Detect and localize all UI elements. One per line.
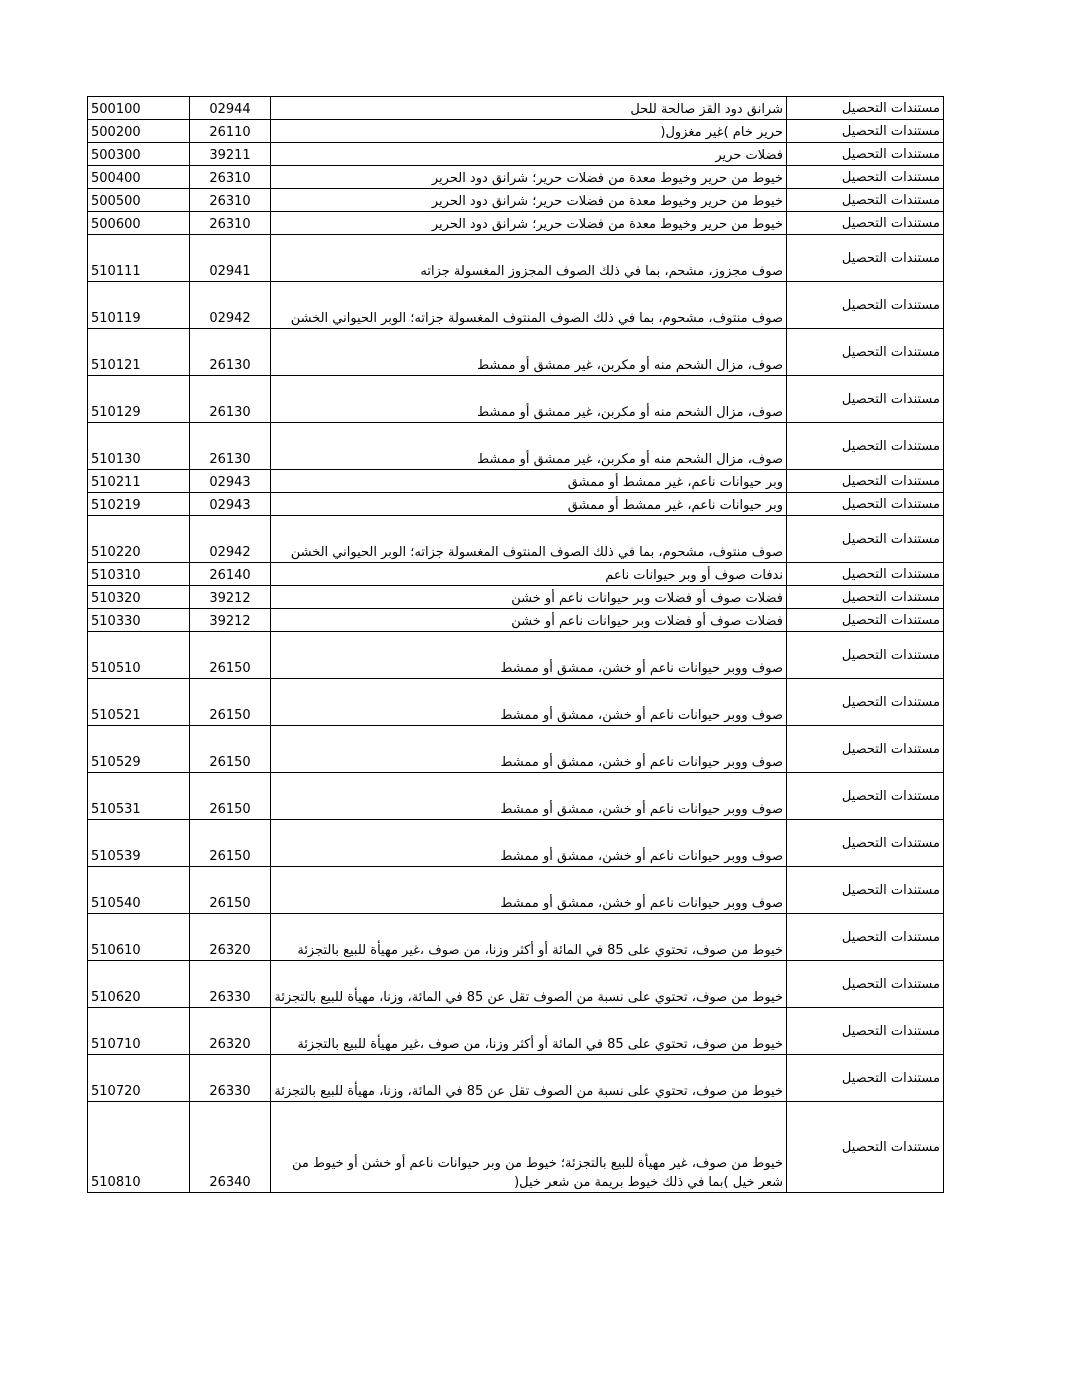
category-cell: مستندات التحصيل [787,679,944,726]
category-cell: مستندات التحصيل [787,820,944,867]
table-row [88,773,944,820]
classification-code-cell: 02944 [190,97,271,120]
description-cell: خيوط من حرير وخيوط معدة من فضلات حرير؛ شرانق دود الحرير [271,212,787,235]
hs-code-cell: 510521 [88,679,190,726]
classification-code-cell: 26150 [190,867,271,914]
category-cell: مستندات التحصيل [787,1008,944,1055]
hs-code-cell: 510211 [88,470,190,493]
description-cell: وبر حيوانات ناعم، غير ممشط أو ممشق [271,493,787,516]
table-row [88,212,944,235]
hs-code-cell: 510720 [88,1055,190,1102]
table-row [88,120,944,143]
classification-code-cell: 26310 [190,189,271,212]
description-cell: خيوط من صوف، تحتوي على 85 في المائة أو أكثر وزنا، من صوف ،غير مهيأة للبيع بالتجزئة [271,1008,787,1055]
description-cell: صوف، مزال الشحم منه أو مكربن، غير ممشق أو ممشط [271,376,787,423]
description-cell: صوف ووبر حيوانات ناعم أو خشن، ممشق أو ممشط [271,867,787,914]
classification-code-cell: 26320 [190,1008,271,1055]
description-cell: وبر حيوانات ناعم، غير ممشط أو ممشق [271,470,787,493]
hs-code-cell: 500400 [88,166,190,189]
hs-code-cell: 500500 [88,189,190,212]
category-cell: مستندات التحصيل [787,726,944,773]
classification-code-cell: 26320 [190,914,271,961]
table-row [88,282,944,329]
category-cell: مستندات التحصيل [787,563,944,586]
table-row [88,609,944,632]
classification-code-cell: 26310 [190,212,271,235]
hs-code-cell: 510330 [88,609,190,632]
hs-code-cell: 510320 [88,586,190,609]
classification-code-cell: 02942 [190,282,271,329]
classification-code-cell: 26130 [190,329,271,376]
table-row [88,166,944,189]
category-cell: مستندات التحصيل [787,470,944,493]
table-row [88,867,944,914]
hs-code-cell: 510540 [88,867,190,914]
classification-code-cell: 26330 [190,1055,271,1102]
hs-code-cell: 510220 [88,516,190,563]
classification-code-cell: 26110 [190,120,271,143]
description-cell: صوف، مزال الشحم منه أو مكربن، غير ممشق أو ممشط [271,423,787,470]
classification-code-cell: 26130 [190,376,271,423]
hs-code-cell: 510810 [88,1102,190,1193]
description-cell: خيوط من صوف، تحتوي على 85 في المائة أو أكثر وزنا، من صوف ،غير مهيأة للبيع بالتجزئة [271,914,787,961]
hs-code-cell: 500200 [88,120,190,143]
table-row [88,143,944,166]
table-row [88,1102,944,1193]
table-row [88,423,944,470]
description-cell: خيوط من حرير وخيوط معدة من فضلات حرير؛ شرانق دود الحرير [271,189,787,212]
category-cell: مستندات التحصيل [787,189,944,212]
hs-code-cell: 510610 [88,914,190,961]
category-cell: مستندات التحصيل [787,282,944,329]
hs-code-cell: 510531 [88,773,190,820]
table-row [88,376,944,423]
classification-code-cell: 02942 [190,516,271,563]
classification-code-cell: 26130 [190,423,271,470]
category-cell: مستندات التحصيل [787,97,944,120]
category-cell: مستندات التحصيل [787,376,944,423]
table-row [88,516,944,563]
description-cell: خيوط من حرير وخيوط معدة من فضلات حرير؛ شرانق دود الحرير [271,166,787,189]
description-cell: فضلات صوف أو فضلات وبر حيوانات ناعم أو خشن [271,609,787,632]
table-row [88,563,944,586]
category-cell: مستندات التحصيل [787,961,944,1008]
description-cell: صوف ووبر حيوانات ناعم أو خشن، ممشق أو ممشط [271,726,787,773]
hs-code-cell: 500300 [88,143,190,166]
classification-code-cell: 26140 [190,563,271,586]
description-cell: صوف ووبر حيوانات ناعم أو خشن، ممشق أو ممشط [271,679,787,726]
category-cell: مستندات التحصيل [787,143,944,166]
hs-code-cell: 510620 [88,961,190,1008]
table-row [88,1055,944,1102]
description-cell: خيوط من صوف، تحتوي على نسبة من الصوف تقل عن 85 في المائة، وزنا، مهيأة للبيع بالتجزئة [271,1055,787,1102]
description-cell: صوف مجزوز، مشحم، بما في ذلك الصوف المجزوز المغسولة جزاته [271,235,787,282]
category-cell: مستندات التحصيل [787,609,944,632]
classification-code-cell: 26150 [190,632,271,679]
table-body [88,97,944,1193]
category-cell: مستندات التحصيل [787,632,944,679]
hs-code-cell: 510510 [88,632,190,679]
description-cell: صوف ووبر حيوانات ناعم أو خشن، ممشق أو ممشط [271,773,787,820]
description-cell: صوف منتوف، مشحوم، بما في ذلك الصوف المنتوف المغسولة جزاته؛ الوبر الحيواني الخشن [271,282,787,329]
description-cell: صوف، مزال الشحم منه أو مكربن، غير ممشق أو ممشط [271,329,787,376]
classification-code-cell: 26150 [190,773,271,820]
classification-code-cell: 02943 [190,470,271,493]
table-row [88,493,944,516]
category-cell: مستندات التحصيل [787,120,944,143]
description-cell: خيوط من صوف، تحتوي على نسبة من الصوف تقل عن 85 في المائة، وزنا، مهيأة للبيع بالتجزئة [271,961,787,1008]
category-cell: مستندات التحصيل [787,773,944,820]
hs-code-cell: 510121 [88,329,190,376]
classification-code-cell: 26310 [190,166,271,189]
classification-code-cell: 39212 [190,586,271,609]
classification-code-cell: 39211 [190,143,271,166]
table-row [88,632,944,679]
table-row [88,235,944,282]
table-row [88,1008,944,1055]
table-row [88,679,944,726]
classification-code-cell: 26330 [190,961,271,1008]
hs-code-cell: 500100 [88,97,190,120]
description-cell: خيوط من صوف، غير مهيأة للبيع بالتجزئة؛ خيوط من وبر حيوانات ناعم أو خشن أو خيوط من شعر خيل )بما في ذلك خيوط بريمة من شعر خيل( [271,1102,787,1193]
hs-code-cell: 510129 [88,376,190,423]
tariff-table [87,96,944,1193]
hs-code-cell: 510539 [88,820,190,867]
category-cell: مستندات التحصيل [787,914,944,961]
category-cell: مستندات التحصيل [787,516,944,563]
table-row [88,189,944,212]
description-cell: فضلات حرير [271,143,787,166]
classification-code-cell: 26150 [190,726,271,773]
hs-code-cell: 510119 [88,282,190,329]
table-row [88,586,944,609]
category-cell: مستندات التحصيل [787,212,944,235]
classification-code-cell: 39212 [190,609,271,632]
description-cell: حرير خام )غير مغزول( [271,120,787,143]
classification-code-cell: 02941 [190,235,271,282]
category-cell: مستندات التحصيل [787,586,944,609]
description-cell: فضلات صوف أو فضلات وبر حيوانات ناعم أو خشن [271,586,787,609]
category-cell: مستندات التحصيل [787,493,944,516]
hs-code-cell: 510310 [88,563,190,586]
description-cell: صوف منتوف، مشحوم، بما في ذلك الصوف المنتوف المغسولة جزاته؛ الوبر الحيواني الخشن [271,516,787,563]
description-cell: ندفات صوف أو وبر حيوانات ناعم [271,563,787,586]
table-row [88,97,944,120]
hs-code-cell: 510529 [88,726,190,773]
category-cell: مستندات التحصيل [787,423,944,470]
classification-code-cell: 26150 [190,679,271,726]
table-row [88,820,944,867]
category-cell: مستندات التحصيل [787,235,944,282]
description-cell: شرانق دود القز صالحة للحل [271,97,787,120]
description-cell: صوف ووبر حيوانات ناعم أو خشن، ممشق أو ممشط [271,632,787,679]
category-cell: مستندات التحصيل [787,166,944,189]
table-row [88,329,944,376]
classification-code-cell: 02943 [190,493,271,516]
classification-code-cell: 26340 [190,1102,271,1193]
description-cell: صوف ووبر حيوانات ناعم أو خشن، ممشق أو ممشط [271,820,787,867]
category-cell: مستندات التحصيل [787,867,944,914]
table-row [88,961,944,1008]
category-cell: مستندات التحصيل [787,329,944,376]
hs-code-cell: 510219 [88,493,190,516]
hs-code-cell: 510130 [88,423,190,470]
category-cell: مستندات التحصيل [787,1102,944,1193]
hs-code-cell: 500600 [88,212,190,235]
hs-code-cell: 510111 [88,235,190,282]
table-row [88,470,944,493]
hs-code-cell: 510710 [88,1008,190,1055]
table-row [88,914,944,961]
category-cell: مستندات التحصيل [787,1055,944,1102]
table-row [88,726,944,773]
classification-code-cell: 26150 [190,820,271,867]
